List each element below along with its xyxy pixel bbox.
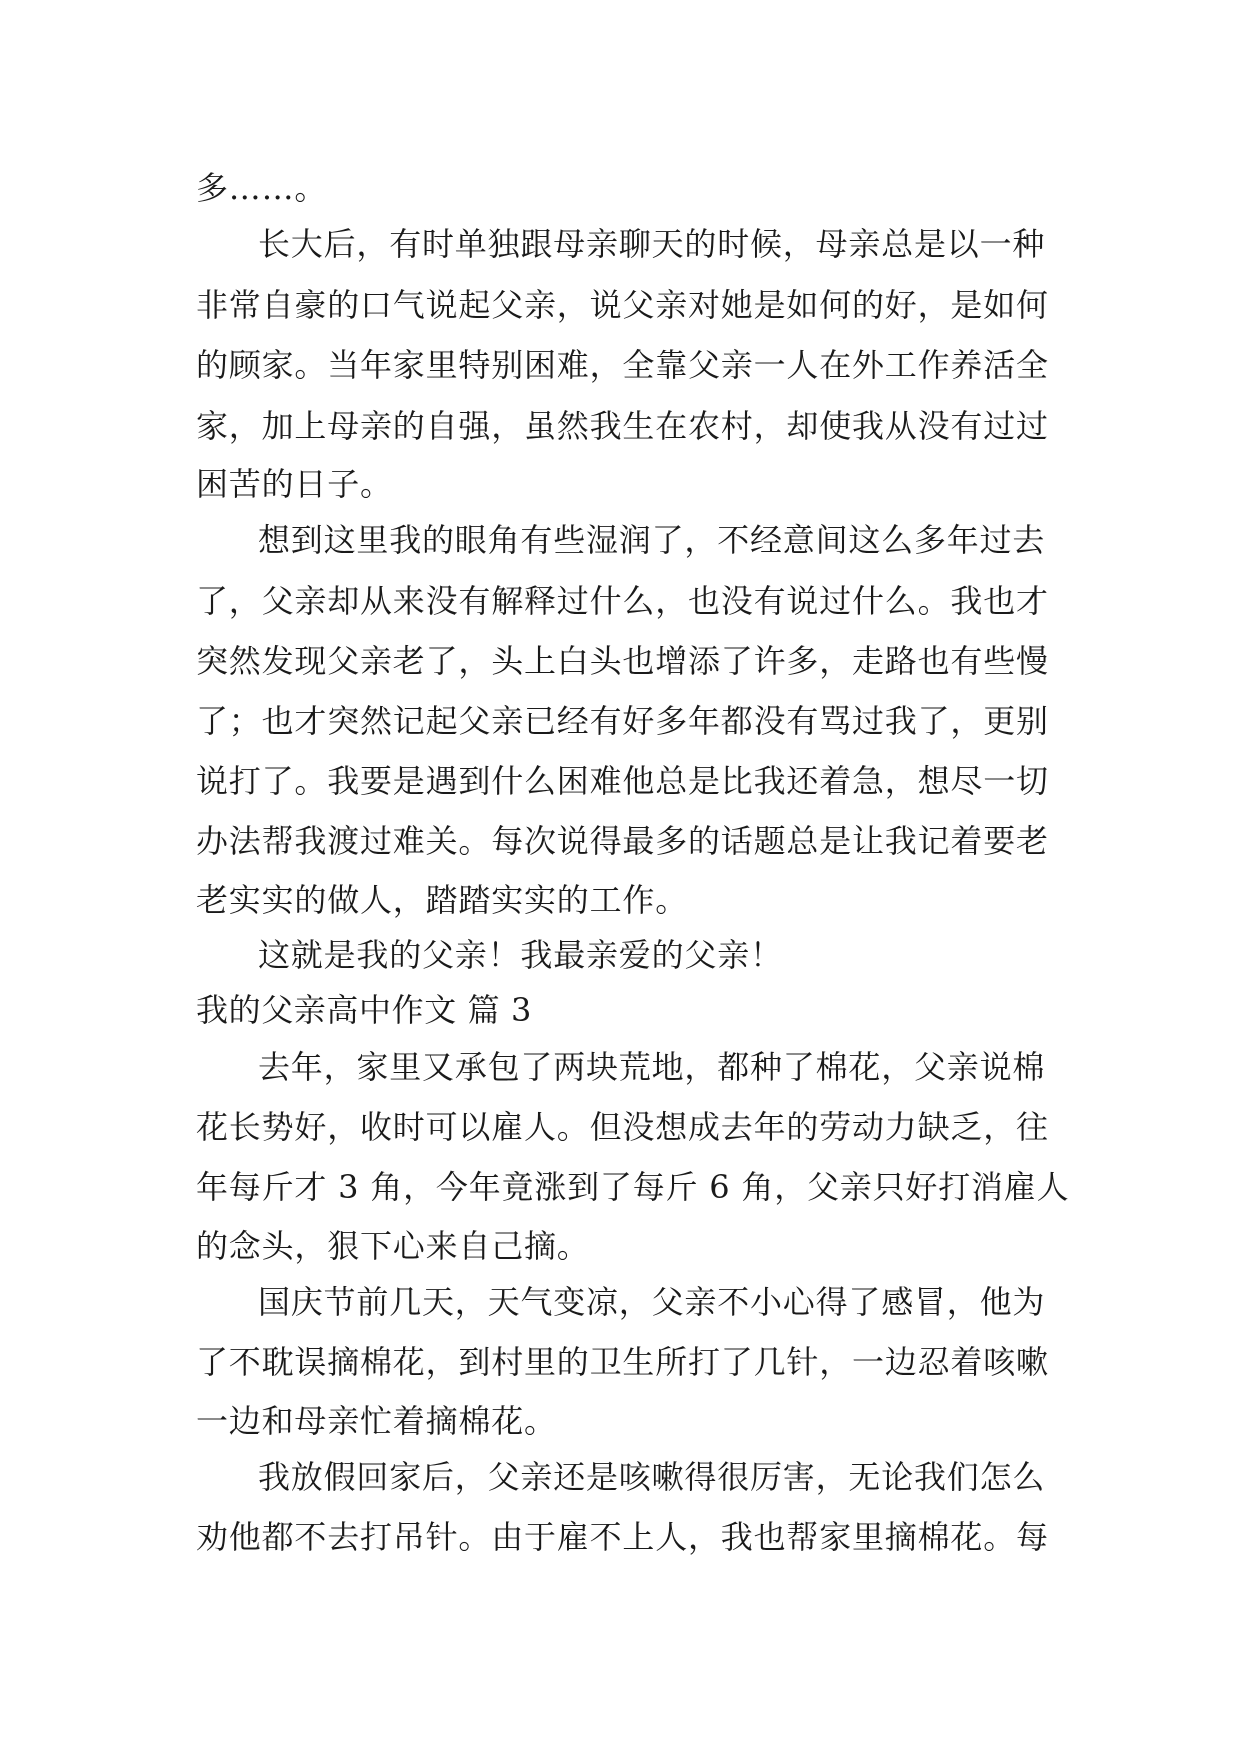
- paragraph-line: 了；也才突然记起父亲已经有好多年都没有骂过我了，更别: [196, 702, 1049, 740]
- paragraph-line: 长大后，有时单独跟母亲聊天的时候，母亲总是以一种: [258, 225, 1046, 263]
- paragraph-line: 这就是我的父亲！我最亲爱的父亲！: [258, 936, 783, 974]
- paragraph-line: 办法帮我渡过难关。每次说得最多的话题总是让我记着要老: [196, 822, 1049, 860]
- paragraph-line: 多……。: [196, 169, 328, 207]
- paragraph-line: 老实实的做人，踏踏实实的工作。: [196, 881, 689, 919]
- paragraph-line: 困苦的日子。: [196, 465, 393, 503]
- paragraph-line: 一边和母亲忙着摘棉花。: [196, 1402, 557, 1440]
- paragraph-line: 家，加上母亲的自强，虽然我生在农村，却使我从没有过过: [196, 407, 1049, 445]
- paragraph-line: 非常自豪的口气说起父亲，说父亲对她是如何的好，是如何: [196, 286, 1049, 324]
- paragraph-line: 花长势好，收时可以雇人。但没想成去年的劳动力缺乏，往: [196, 1108, 1049, 1146]
- paragraph-line: 国庆节前几天，天气变凉，父亲不小心得了感冒，他为: [258, 1283, 1046, 1321]
- paragraph-line: 了，父亲却从来没有解释过什么，也没有说过什么。我也才: [196, 582, 1049, 620]
- section-heading: 我的父亲高中作文 篇 3: [196, 991, 532, 1029]
- paragraph-line: 去年，家里又承包了两块荒地，都种了棉花，父亲说棉: [258, 1048, 1046, 1086]
- paragraph-line: 的顾家。当年家里特别困难，全靠父亲一人在外工作养活全: [196, 346, 1049, 384]
- paragraph-line: 突然发现父亲老了，头上白头也增添了许多，走路也有些慢: [196, 642, 1049, 680]
- paragraph-line: 想到这里我的眼角有些湿润了，不经意间这么多年过去: [258, 521, 1046, 559]
- paragraph-line: 劝他都不去打吊针。由于雇不上人，我也帮家里摘棉花。每: [196, 1518, 1049, 1556]
- paragraph-line: 的念头，狠下心来自己摘。: [196, 1227, 590, 1265]
- paragraph-line: 我放假回家后，父亲还是咳嗽得很厉害，无论我们怎么: [258, 1458, 1046, 1496]
- paragraph-line: 年每斤才 3 角，今年竟涨到了每斤 6 角，父亲只好打消雇人: [196, 1168, 1070, 1206]
- paragraph-line: 了不耽误摘棉花，到村里的卫生所打了几针，一边忍着咳嗽: [196, 1343, 1049, 1381]
- paragraph-line: 说打了。我要是遇到什么困难他总是比我还着急，想尽一切: [196, 762, 1049, 800]
